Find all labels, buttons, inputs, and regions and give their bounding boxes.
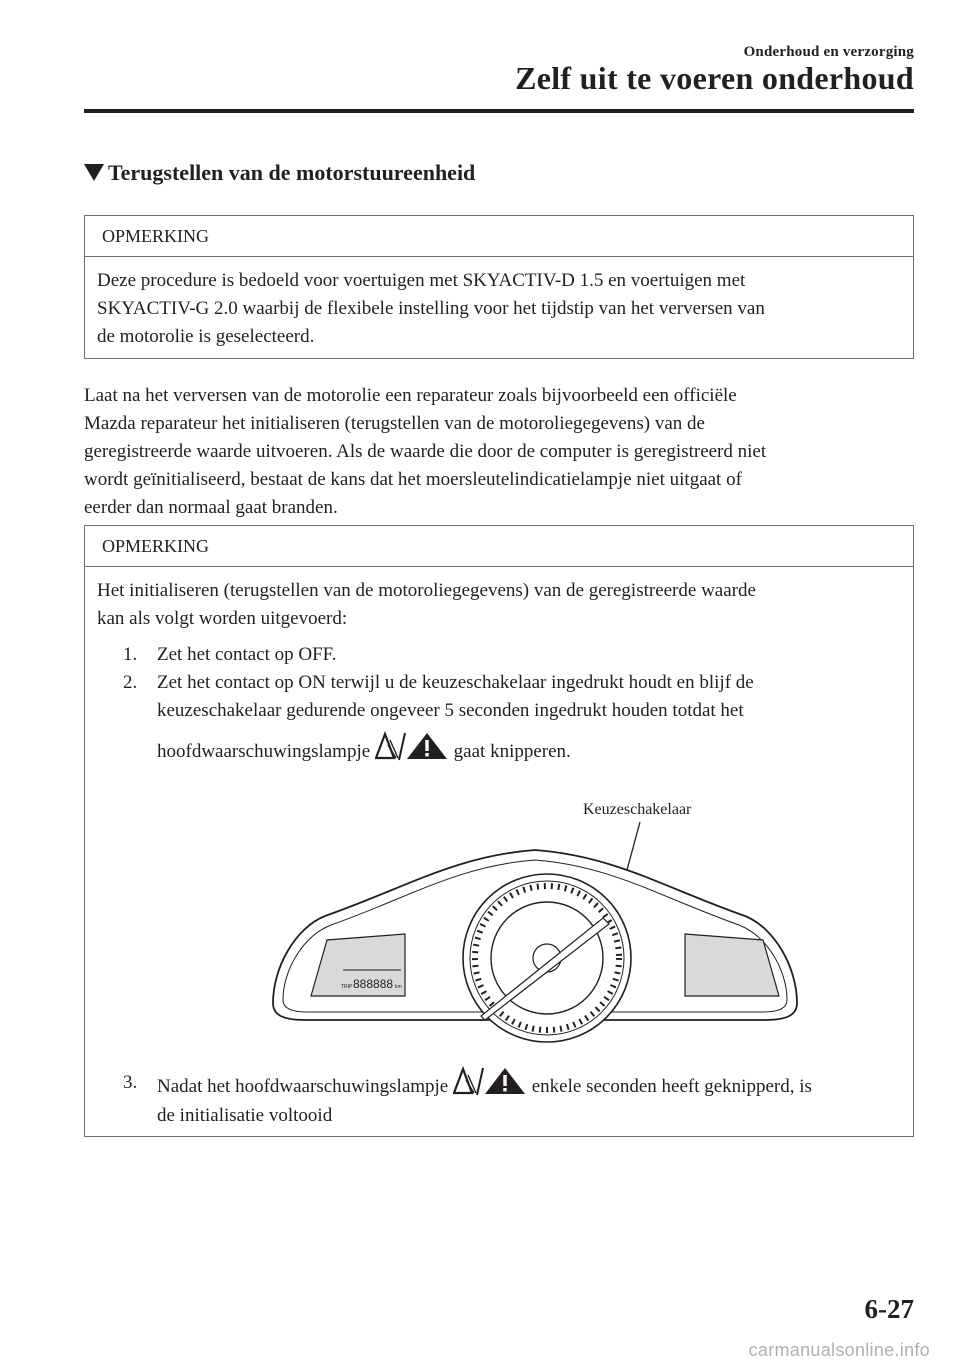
step-3-continued: [97, 1104, 903, 1128]
trip-label: TRIP: [341, 984, 353, 990]
odometer-unit: km: [395, 984, 402, 990]
step-text: Nadat het hoofdwaarschuwingslampje: [157, 1076, 449, 1097]
step-text: keuzeschakelaar gedurende ongeveer 5 seconden ingedrukt houden totdat het: [157, 700, 744, 721]
header-divider: [84, 109, 914, 113]
note-title: OPMERKING: [85, 216, 913, 257]
paragraph-line: Mazda reparateur het initialiseren (terugstellen van de motoroliegegevens) van de: [84, 413, 705, 434]
step-text: Zet het contact op ON terwijl u de keuzeschakelaar ingedrukt houdt en blijf de: [157, 672, 754, 693]
note-box-2: [84, 525, 914, 1137]
note-line: SKYACTIV-G 2.0 waarbij de flexibele instelling voor het tijdstip van het verversen van: [97, 298, 765, 319]
note-body: [85, 567, 913, 769]
page-number: 6-27: [864, 1294, 914, 1324]
step-text: de initialisatie voltooid: [157, 1105, 333, 1126]
note-line: Het initialiseren (terugstellen van de motoroliegegevens) van de geregistreerde waarde: [97, 580, 756, 601]
note-line: Deze procedure is bedoeld voor voertuigen met SKYACTIV-D 1.5 en voertuigen met: [97, 270, 746, 291]
note-line: de motorolie is geselecteerd.: [97, 326, 315, 347]
step-number: 1.: [123, 644, 138, 665]
note-title: OPMERKING: [85, 526, 913, 567]
watermark: carmanualsonline.info: [748, 1340, 930, 1360]
subsection-heading: [84, 160, 475, 186]
body-paragraph: [84, 382, 914, 522]
instrument-cluster-illustration: [265, 788, 805, 1058]
speedometer: [463, 874, 631, 1042]
paragraph-line: Laat na het verversen van de motorolie een reparateur zoals bijvoorbeeld een officiële: [84, 385, 737, 406]
note-body-bottom: [85, 1066, 915, 1128]
section-title: Zelf uit te voeren onderhoud: [515, 60, 914, 96]
subsection-heading-text: Terugstellen van de motorstuureenheid: [108, 160, 476, 185]
paragraph-line: wordt geïnitialiseerd, bestaat de kans dat het moersleutelindicatielampje niet uitgaat of: [84, 469, 742, 490]
master-warning-icon: [375, 731, 449, 761]
callout-label: Keuzeschakelaar: [583, 801, 692, 818]
step-text: Zet het contact op OFF.: [157, 644, 337, 665]
step-text: hoofdwaarschuwingslampje: [157, 741, 371, 762]
note-body: [85, 257, 913, 351]
step-3: [97, 1066, 903, 1104]
step-text: enkele seconden heeft geknipperd, is: [531, 1076, 812, 1097]
note-line: kan als volgt worden uitgevoerd:: [97, 608, 348, 629]
step-text: gaat knipperen.: [453, 741, 571, 762]
step-1: [97, 641, 901, 669]
chapter-title: Onderhoud en verzorging: [743, 44, 914, 60]
step-2: [97, 669, 901, 769]
step-number: 2.: [123, 672, 138, 693]
note-box-1: [84, 215, 914, 359]
odometer-readout: 888888: [353, 977, 394, 991]
paragraph-line: geregistreerde waarde uitvoeren. Als de waarde die door de computer is geregistreerd niet: [84, 441, 767, 462]
step-number: 3.: [123, 1072, 138, 1093]
master-warning-icon: [453, 1066, 527, 1096]
paragraph-line: eerder dan normaal gaat branden.: [84, 497, 338, 518]
triangle-bullet-icon: [84, 164, 104, 181]
